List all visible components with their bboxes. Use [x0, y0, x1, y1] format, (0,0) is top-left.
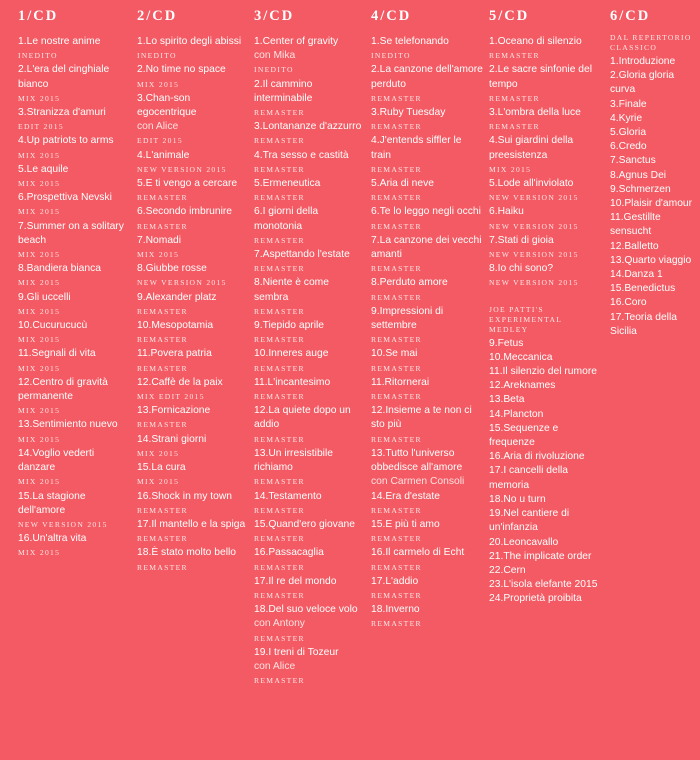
version-tag: REMASTER: [254, 335, 305, 345]
cd-title: 1/CD: [18, 8, 59, 24]
version-tag: REMASTER: [489, 51, 540, 61]
track-list: [610, 33, 700, 339]
track-title: 12.La quiete dopo un addio: [254, 405, 351, 431]
track-title: 11.Segnali di vita: [18, 348, 96, 360]
version-tag: MIX 2015: [18, 179, 61, 189]
track-title: 7.Summer on a solitary beach: [18, 220, 124, 246]
cd-column-5: [489, 8, 601, 607]
version-tag: MIX 2015: [18, 207, 61, 217]
cd-title: 2/CD: [137, 8, 178, 24]
track-title: 2.No time no space: [137, 64, 226, 76]
version-tag: REMASTER: [137, 420, 188, 430]
version-tag: MIX 2015: [18, 150, 61, 160]
track-title: 5.Gloria: [610, 127, 647, 139]
version-tag: REMASTER: [254, 534, 305, 544]
version-tag: NEW VERSION 2015: [137, 164, 227, 174]
track-title: 5.Lode all'inviolato: [489, 178, 574, 190]
cd-column-6: [610, 8, 700, 339]
version-tag: REMASTER: [371, 93, 422, 103]
track-title: 13.Beta: [489, 394, 525, 406]
track-title: 11.Il silenzio del rumore: [489, 366, 597, 378]
version-tag: MIX 2015: [18, 250, 61, 260]
track-title: 17.Il re del mondo: [254, 575, 337, 587]
track-title: 1.Introduzione: [610, 56, 676, 67]
track-title: 22.Cern: [489, 564, 526, 576]
version-tag: REMASTER: [371, 619, 422, 629]
version-tag: MIX 2015: [18, 406, 61, 416]
track-title: 16.Shock in my town: [137, 490, 233, 502]
track-title: 3.Chan-son egocentrique: [137, 92, 197, 119]
section-heading: JOE PATTI'S EXPERIMENTAL MEDLEY: [489, 304, 562, 334]
version-tag: REMASTER: [371, 534, 422, 544]
track-title: 24.Proprietà proibita: [489, 593, 582, 605]
cd-title: 4/CD: [371, 8, 412, 24]
version-tag: REMASTER: [254, 434, 305, 444]
track-title: 8.Niente è come sembra: [254, 277, 329, 303]
track-title: 13.Un irresistibile richiamo: [254, 447, 333, 474]
track-title: 15.Quand'ero giovane: [254, 518, 356, 530]
version-tag: REMASTER: [254, 633, 305, 643]
track-title: 1.Oceano di silenzio: [489, 36, 582, 47]
version-tag: NEW VERSION 2015: [489, 250, 579, 260]
track-title: 10.Meccanica: [489, 351, 553, 363]
track-title: 7.Nomadi: [137, 234, 182, 246]
track-title: 6.Haiku: [489, 206, 524, 218]
track-title: 21.The implicate order: [489, 550, 592, 562]
track-title: 4.Tra sesso e castità: [254, 149, 349, 161]
track-title: 3.Stranizza d'amuri: [18, 107, 106, 119]
track-title: 2.L'era del cinghiale bianco: [18, 64, 110, 90]
track-title: 17.Teoria della Sicilia: [610, 311, 677, 337]
track-title: 3.L'ombra della luce: [489, 107, 581, 119]
track-list: [137, 35, 249, 575]
track-title: 9.Schmerzen: [610, 183, 671, 195]
version-tag: REMASTER: [489, 93, 540, 103]
track-title: 17.Il mantello e la spiga: [137, 518, 246, 530]
track-title: 16.Il carmelo di Echt: [371, 547, 465, 559]
track-title: 14.Era d'estate: [371, 490, 440, 502]
version-tag: REMASTER: [371, 122, 422, 132]
version-tag: REMASTER: [254, 676, 305, 686]
track-title: 19.I treni di Tozeur: [254, 646, 339, 658]
track-title: 4.J'entends siffler le train: [371, 135, 462, 161]
version-tag: INEDITO: [137, 51, 177, 61]
track-title: 11.Ritornerai: [371, 376, 430, 388]
track-title: 2.Gloria gloria curva: [610, 70, 675, 96]
track-title: 6.Credo: [610, 141, 647, 153]
track-title: 5.Le aquile: [18, 163, 69, 175]
track-title: 6.I giorni della monotonia: [254, 206, 319, 232]
version-tag: REMASTER: [371, 335, 422, 345]
version-tag: MIX 2015: [18, 93, 61, 103]
track-list: [489, 35, 601, 607]
track-title: 13.Sentimiento nuevo: [18, 419, 118, 431]
track-title: 11.Povera patria: [137, 348, 212, 360]
track-title: 14.Strani giorni: [137, 433, 207, 445]
version-tag: REMASTER: [371, 193, 422, 203]
version-tag: REMASTER: [137, 335, 188, 345]
version-tag: REMASTER: [254, 392, 305, 402]
version-tag: REMASTER: [371, 562, 422, 572]
track-title: 14.Plancton: [489, 408, 544, 420]
track-title: 17.I cancelli della memoria: [489, 465, 568, 491]
version-tag: REMASTER: [254, 477, 305, 487]
version-tag: REMASTER: [254, 193, 305, 203]
featuring-credit: con Antony: [254, 618, 305, 630]
version-tag: MIX 2015: [18, 477, 61, 487]
track-title: 2.La canzone dell'amore perduto: [371, 64, 483, 90]
track-title: 15.Benedictus: [610, 283, 676, 295]
cd-title: 3/CD: [254, 8, 295, 24]
version-tag: REMASTER: [371, 264, 422, 274]
version-tag: MIX EDIT 2015: [137, 392, 205, 402]
version-tag: REMASTER: [137, 363, 188, 373]
track-title: 19.Nel cantiere di un'infanzia: [489, 508, 570, 534]
track-title: 10.Cucurucucù: [18, 320, 88, 332]
version-tag: MIX 2015: [137, 79, 180, 89]
cd-column-2: [137, 8, 249, 575]
track-title: 4.L'animale: [137, 149, 190, 161]
track-title: 15.La cura: [137, 462, 186, 474]
track-title: 14.Danza 1: [610, 269, 663, 281]
track-title: 15.La stagione dell'amore: [18, 490, 86, 516]
version-tag: REMASTER: [371, 434, 422, 444]
track-title: 9.Gli uccelli: [18, 291, 71, 303]
version-tag: REMASTER: [254, 363, 305, 373]
track-list: [254, 35, 366, 688]
track-title: 7.La canzone dei vecchi amanti: [371, 234, 482, 261]
track-title: 8.Giubbe rosse: [137, 263, 207, 275]
cd-title: 5/CD: [489, 8, 530, 24]
track-title: 16.Un'altra vita: [18, 533, 87, 545]
version-tag: REMASTER: [254, 562, 305, 572]
track-title: 13.Tutto l'universo obbedisce all'amore: [371, 447, 463, 474]
version-tag: REMASTER: [254, 306, 305, 316]
featuring-credit: con Carmen Consoli: [371, 476, 465, 488]
version-tag: MIX 2015: [137, 448, 180, 458]
featuring-credit: con Mika: [254, 50, 296, 62]
track-title: 12.Insieme a te non ci sto più: [371, 405, 472, 431]
track-title: 18.No u turn: [489, 493, 546, 505]
track-title: 9.Alexander platz: [137, 291, 217, 303]
track-title: 16.Passacaglia: [254, 547, 324, 559]
track-title: 10.Inneres auge: [254, 348, 329, 360]
track-title: 4.Sui giardini della preesistenza: [489, 135, 574, 161]
version-tag: MIX 2015: [137, 250, 180, 260]
version-tag: NEW VERSION 2015: [137, 278, 227, 288]
version-tag: REMASTER: [371, 590, 422, 600]
featuring-credit: con Alice: [254, 660, 296, 672]
track-title: 8.Io chi sono?: [489, 263, 554, 275]
track-title: 12.Areknames: [489, 380, 556, 392]
track-title: 6.Te lo leggo negli occhi: [371, 206, 481, 218]
track-title: 1.Se telefonando: [371, 36, 449, 47]
track-title: 14.Voglio vederti danzare: [18, 447, 95, 474]
track-title: 13.Quarto viaggio: [610, 254, 692, 266]
track-title: 3.Finale: [610, 98, 647, 110]
track-title: 11.Gestillte sensucht: [610, 212, 661, 238]
track-title: 9.Fetus: [489, 337, 524, 349]
track-title: 9.Impressioni di settembre: [371, 305, 444, 332]
track-title: 2.Le sacre sinfonie del tempo: [489, 64, 593, 90]
version-tag: EDIT 2015: [18, 122, 64, 132]
track-list: [18, 35, 130, 561]
version-tag: REMASTER: [137, 193, 188, 203]
version-tag: MIX 2015: [18, 434, 61, 444]
version-tag: REMASTER: [371, 505, 422, 515]
cd-column-1: [18, 8, 130, 561]
version-tag: INEDITO: [254, 65, 294, 75]
version-tag: REMASTER: [489, 122, 540, 132]
version-tag: MIX 2015: [137, 477, 180, 487]
track-title: 10.Se mai: [371, 348, 418, 360]
version-tag: EDIT 2015: [137, 136, 183, 146]
version-tag: REMASTER: [254, 505, 305, 515]
track-title: 18.Del suo veloce volo: [254, 604, 358, 616]
version-tag: NEW VERSION 2015: [489, 193, 579, 203]
track-title: 8.Bandiera bianca: [18, 263, 102, 275]
version-tag: REMASTER: [137, 505, 188, 515]
track-title: 9.Tiepido aprile: [254, 320, 325, 332]
track-title: 14.Testamento: [254, 490, 322, 502]
version-tag: MIX 2015: [489, 164, 532, 174]
version-tag: REMASTER: [254, 235, 305, 245]
version-tag: MIX 2015: [18, 548, 61, 558]
track-title: 12.Caffè de la paix: [137, 376, 223, 388]
version-tag: REMASTER: [137, 306, 188, 316]
track-title: 7.Sanctus: [610, 155, 656, 167]
track-title: 13.Fornicazione: [137, 405, 211, 417]
version-tag: REMASTER: [371, 221, 422, 231]
track-title: 16.Aria di rivoluzione: [489, 451, 585, 463]
version-tag: INEDITO: [18, 51, 58, 61]
track-title: 7.Aspettando l'estate: [254, 249, 350, 261]
version-tag: REMASTER: [254, 590, 305, 600]
track-title: 3.Ruby Tuesday: [371, 107, 446, 119]
version-tag: REMASTER: [254, 108, 305, 118]
version-tag: REMASTER: [137, 221, 188, 231]
version-tag: REMASTER: [254, 264, 305, 274]
version-tag: MIX 2015: [18, 335, 61, 345]
track-title: 8.Agnus Dei: [610, 169, 667, 181]
track-title: 18.Inverno: [371, 604, 420, 616]
section-heading: DAL REPERTORIO CLASSICO: [610, 33, 692, 52]
version-tag: NEW VERSION 2015: [489, 278, 579, 288]
track-title: 2.Il cammino interminabile: [254, 78, 313, 104]
version-tag: INEDITO: [371, 51, 411, 61]
track-title: 1.Le nostre anime: [18, 36, 101, 47]
version-tag: MIX 2015: [18, 306, 61, 316]
version-tag: REMASTER: [137, 534, 188, 544]
track-title: 3.Lontananze d'azzurro: [254, 121, 362, 133]
version-tag: REMASTER: [371, 292, 422, 302]
track-title: 12.Balletto: [610, 240, 659, 252]
track-list: [371, 35, 483, 632]
track-title: 5.Aria di neve: [371, 178, 434, 190]
track-title: 5.E ti vengo a cercare: [137, 178, 238, 190]
track-title: 8.Perduto amore: [371, 277, 448, 289]
track-title: 12.Centro di gravità permanente: [18, 376, 108, 403]
track-title: 15.Sequenze e frequenze: [489, 422, 559, 449]
track-title: 5.Ermeneutica: [254, 178, 321, 190]
track-title: 11.L'incantesimo: [254, 376, 331, 388]
track-title: 6.Secondo imbrunire: [137, 206, 233, 218]
track-title: 10.Plaisir d'amour: [610, 198, 693, 210]
track-title: 6.Prospettiva Nevski: [18, 192, 112, 204]
track-title: 23.L'isola elefante 2015: [489, 579, 598, 591]
version-tag: MIX 2015: [18, 363, 61, 373]
version-tag: REMASTER: [371, 363, 422, 373]
cd-column-4: [371, 8, 483, 632]
version-tag: REMASTER: [254, 136, 305, 146]
track-title: 4.Up patriots to arms: [18, 135, 114, 147]
track-title: 15.E più ti amo: [371, 518, 440, 530]
track-title: 16.Coro: [610, 297, 647, 309]
track-title: 10.Mesopotamia: [137, 320, 214, 332]
version-tag: REMASTER: [137, 562, 188, 572]
track-title: 17.L'addio: [371, 575, 419, 587]
cd-title: 6/CD: [610, 8, 651, 24]
version-tag: REMASTER: [254, 164, 305, 174]
track-title: 18.È stato molto bello: [137, 547, 237, 559]
track-title: 1.Center of gravity: [254, 36, 339, 47]
featuring-credit: con Alice: [137, 121, 179, 133]
track-title: 1.Lo spirito degli abissi: [137, 36, 242, 47]
version-tag: NEW VERSION 2015: [18, 519, 108, 529]
version-tag: NEW VERSION 2015: [489, 221, 579, 231]
track-title: 7.Stati di gioia: [489, 234, 554, 246]
version-tag: REMASTER: [371, 164, 422, 174]
track-title: 4.Kyrie: [610, 112, 643, 124]
version-tag: REMASTER: [371, 392, 422, 402]
version-tag: MIX 2015: [18, 278, 61, 288]
cd-column-3: [254, 8, 366, 688]
track-title: 20.Leoncavallo: [489, 536, 559, 548]
